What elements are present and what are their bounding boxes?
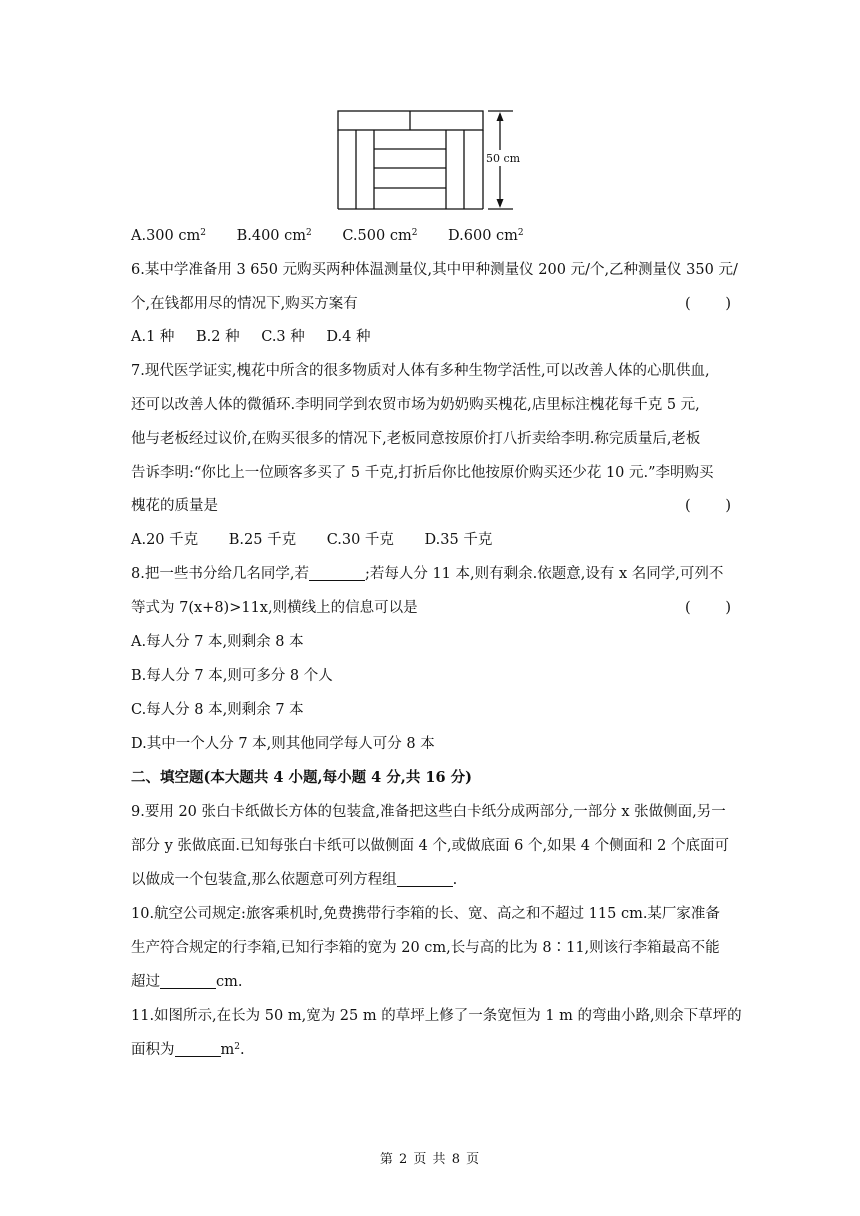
q7-option-b: B.25 千克 [228, 532, 297, 548]
q10-stem-line1: 10.航空公司规定:旅客乘机时,免费携带行李箱的长、宽、高之和不超过 115 cm.某厂家准备 [131, 906, 720, 922]
q7-stem-line5: 槐花的质量是 ( ) [131, 498, 731, 514]
q7-stem-line3: 他与老板经过议价,在购买很多的情况下,老板同意按原价打八折卖给李明.称完质量后,老板 [131, 431, 701, 447]
q9-stem-line2: 部分 y 张做底面.已知每张白卡纸可以做侧面 4 个,或做底面 6 个,如果 4 个侧面和 2 个底面可 [131, 838, 730, 854]
q10-stem-line2: 生产符合规定的行李箱,已知行李箱的宽为 20 cm,长与高的比为 8∶11,则该行李箱最高不能 [131, 940, 720, 956]
q5-option-d: D.600 $cm^2$ [448, 228, 524, 244]
q5-option-b: B.400 $cm^2$ [236, 228, 312, 244]
q7-stem-line1: 7.现代医学证实,槐花中所含的很多物质对人体有多种生物学活性,可以改善人体的心肌供血, [131, 363, 710, 379]
q10-stem-line3: 超过 cm. [131, 974, 243, 990]
q9-blank [397, 871, 453, 887]
q8-stem-line2: 等式为 7(x+8)>11x,则横线上的信息可以是 ( ) [131, 600, 731, 616]
q7-options [131, 530, 731, 550]
q11-blank [175, 1041, 221, 1057]
q7-option-a: A.20 千克 [131, 532, 199, 548]
page-number: 第 2 页 共 8 页 [379, 1152, 481, 1167]
q9-stem-line1: 9.要用 20 张白卡纸做长方体的包装盒,准备把这些白卡纸分成两部分,一部分 x 张做侧面,另一 [131, 804, 726, 820]
q9-stem-line3: 以做成一个包装盒,那么依题意可列方程组 . [131, 872, 458, 888]
q5-option-a: A.300 $cm^2$ [131, 228, 206, 244]
q6-stem-line2: 个,在钱都用尽的情况下,购买方案有 ( ) [131, 296, 731, 312]
q6-answer-paren: ( ) [685, 296, 731, 312]
q8-option-d: D.其中一个人分 7 本,则其他同学每人可分 8 本 [131, 736, 435, 752]
q8-stem-line1: 8.把一些书分给几名同学,若 ;若每人分 11 本,则有剩余.依题意,设有 x 名同学,可列不 [131, 566, 724, 582]
q8-option-b: B.每人分 7 本,则可多分 8 个人 [131, 668, 333, 684]
q8-option-a: A.每人分 7 本,则剩余 8 本 [131, 634, 304, 650]
q8-option-c: C.每人分 8 本,则剩余 7 本 [131, 702, 304, 718]
q6-option-b: B.2 种 [196, 329, 240, 345]
q5-option-c: C.500 $cm^2$ [342, 228, 418, 244]
dimension-label: 50 cm [486, 152, 521, 165]
q7-stem-line2: 还可以改善人体的微循环.李明同学到农贸市场为奶奶购买槐花,店里标注槐花每千克 5 元, [131, 397, 700, 413]
q11-stem-line1: 11.如图所示,在长为 50 m,宽为 25 m 的草坪上修了一条宽恒为 1 m 的弯曲小路,则余下草坪的 [131, 1008, 742, 1024]
rectangles-diagram [335, 108, 535, 212]
rectangles-figure [335, 108, 535, 212]
q7-option-c: C.30 千克 [326, 532, 394, 548]
q6-options [131, 327, 731, 347]
q6-option-c: C.3 种 [261, 329, 305, 345]
q7-answer-paren: ( ) [685, 498, 731, 514]
q10-blank [160, 973, 216, 989]
q11-stem-line2: 面积为 $m^2$. [131, 1042, 245, 1058]
q8-answer-paren: ( ) [685, 600, 731, 616]
q5-options [131, 226, 731, 246]
q8-blank [309, 565, 365, 581]
q6-stem-line1: 6.某中学准备用 3 650 元购买两种体温测量仪,其中甲种测量仪 200 元/个,乙种测量仪 350 元/ [131, 262, 738, 278]
q6-option-a: A.1 种 [131, 329, 175, 345]
q7-option-d: D.35 千克 [424, 532, 493, 548]
q7-stem-line4: 告诉李明:“你比上一位顾客多买了 5 千克,打折后你比他按原价购买还少花 10 元.”李明购买 [131, 465, 714, 481]
q6-option-d: D.4 种 [326, 329, 371, 345]
section-heading: 二、填空题(本大题共 4 小题,每小题 4 分,共 16 分) [131, 769, 472, 786]
